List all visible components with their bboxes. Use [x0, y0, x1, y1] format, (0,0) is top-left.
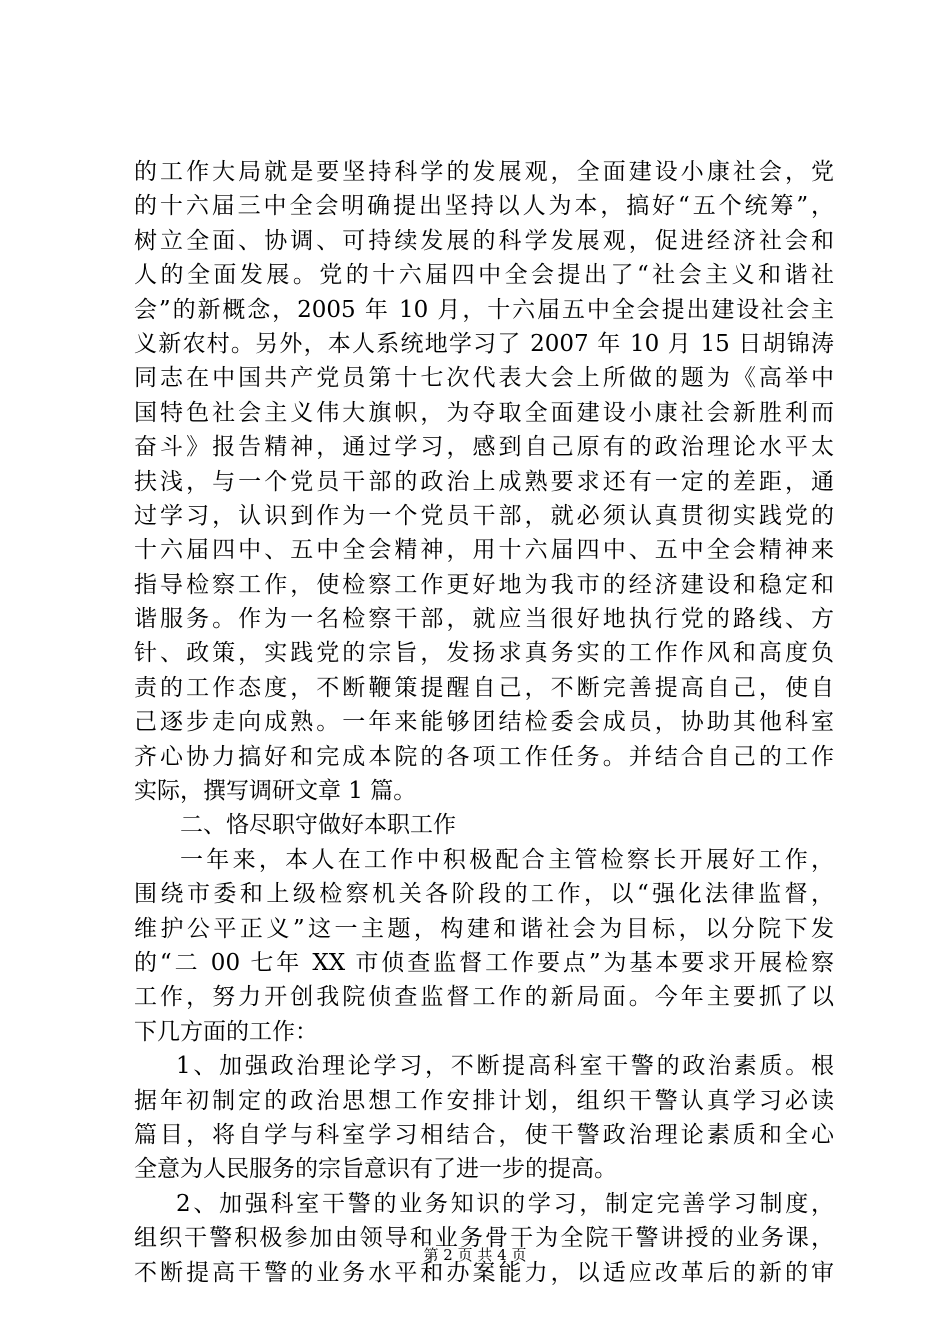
text-line: 工作，努力开创我院侦查监督工作的新局面。今年主要抓了以 — [134, 984, 834, 1011]
text-line: 义新农村。另外，本人系统地学习了 2007 年 10 月 15 日胡锦涛 — [134, 330, 834, 357]
text-line: 下几方面的工作： — [134, 1018, 318, 1045]
text-line: 同志在中国共产党员第十七次代表大会上所做的题为《高举中 — [134, 365, 834, 392]
text-line: 篇目，将自学与科室学习相结合，使干警政治理论素质和全心 — [134, 1121, 834, 1148]
text-line: 责的工作态度，不断鞭策提醒自己，不断完善提高自己，使自 — [134, 674, 834, 701]
text-line: 针、政策，实践党的宗旨，发扬求真务实的工作作风和高度负 — [134, 640, 834, 667]
text-line: 不断提高干警的业务水平和办案能力，以适应改革后的新的审 — [134, 1259, 834, 1286]
page-number-footer: 第 2 页 共 4 页 — [423, 1246, 527, 1264]
text-line: 国特色社会主义伟大旗帜，为夺取全面建设小康社会新胜利而 — [134, 399, 834, 426]
text-line: 维护公平正义”这一主题，构建和谐社会为目标，以分院下发 — [134, 915, 834, 942]
section-heading: 二、恪尽职守做好本职工作 — [180, 812, 456, 839]
text-line: 齐心协力搞好和完成本院的各项工作任务。并结合自己的工作 — [134, 743, 834, 770]
text-line: 过学习，认识到作为一个党员干部，就必须认真贯彻实践党的 — [134, 502, 834, 529]
text-line: 会”的新概念，2005 年 10 月，十六届五中全会提出建设社会主 — [134, 296, 834, 323]
text-line: 组织干警积极参加由领导和业务骨干为全院干警讲授的业务课， — [134, 1225, 834, 1252]
text-line: 的十六届三中全会明确提出坚持以人为本，搞好“五个统筹”， — [134, 193, 834, 220]
text-line: 据年初制定的政治思想工作安排计划，组织干警认真学习必读 — [134, 1087, 834, 1114]
text-line: 树立全面、协调、可持续发展的科学发展观，促进经济社会和 — [134, 227, 834, 254]
text-line: 谐服务。作为一名检察干部，就应当很好地执行党的路线、方 — [134, 606, 834, 633]
text-line: 一年来，本人在工作中积极配合主管检察长开展好工作， — [180, 846, 834, 873]
text-line: 的工作大局就是要坚持科学的发展观，全面建设小康社会，党 — [134, 159, 834, 185]
list-item: 1、加强政治理论学习，不断提高科室干警的政治素质。根 — [176, 1053, 834, 1080]
text-line: 扶浅，与一个党员干部的政治上成熟要求还有一定的差距，通 — [134, 468, 834, 495]
text-line: 实际，撰写调研文章 1 篇。 — [134, 778, 417, 805]
text-line: 指导检察工作，使检察工作更好地为我市的经济建设和稳定和 — [134, 571, 834, 598]
text-line: 奋斗》报告精神，通过学习，感到自己原有的政治理论水平太 — [134, 434, 834, 461]
text-line: 围绕市委和上级检察机关各阶段的工作，以“强化法律监督， — [134, 881, 834, 908]
text-line: 人的全面发展。党的十六届四中全会提出了“社会主义和谐社 — [134, 262, 834, 289]
text-line: 己逐步走向成熟。一年来能够团结检委会成员，协助其他科室 — [134, 709, 834, 736]
text-line: 的“二 00 七年 XX 市侦查监督工作要点”为基本要求开展检察 — [134, 949, 834, 976]
text-line: 全意为人民服务的宗旨意识有了进一步的提高。 — [134, 1156, 617, 1183]
list-item: 2、加强科室干警的业务知识的学习，制定完善学习制度， — [176, 1190, 834, 1217]
text-line: 十六届四中、五中全会精神，用十六届四中、五中全会精神来 — [134, 537, 834, 564]
document-body — [134, 155, 834, 1290]
